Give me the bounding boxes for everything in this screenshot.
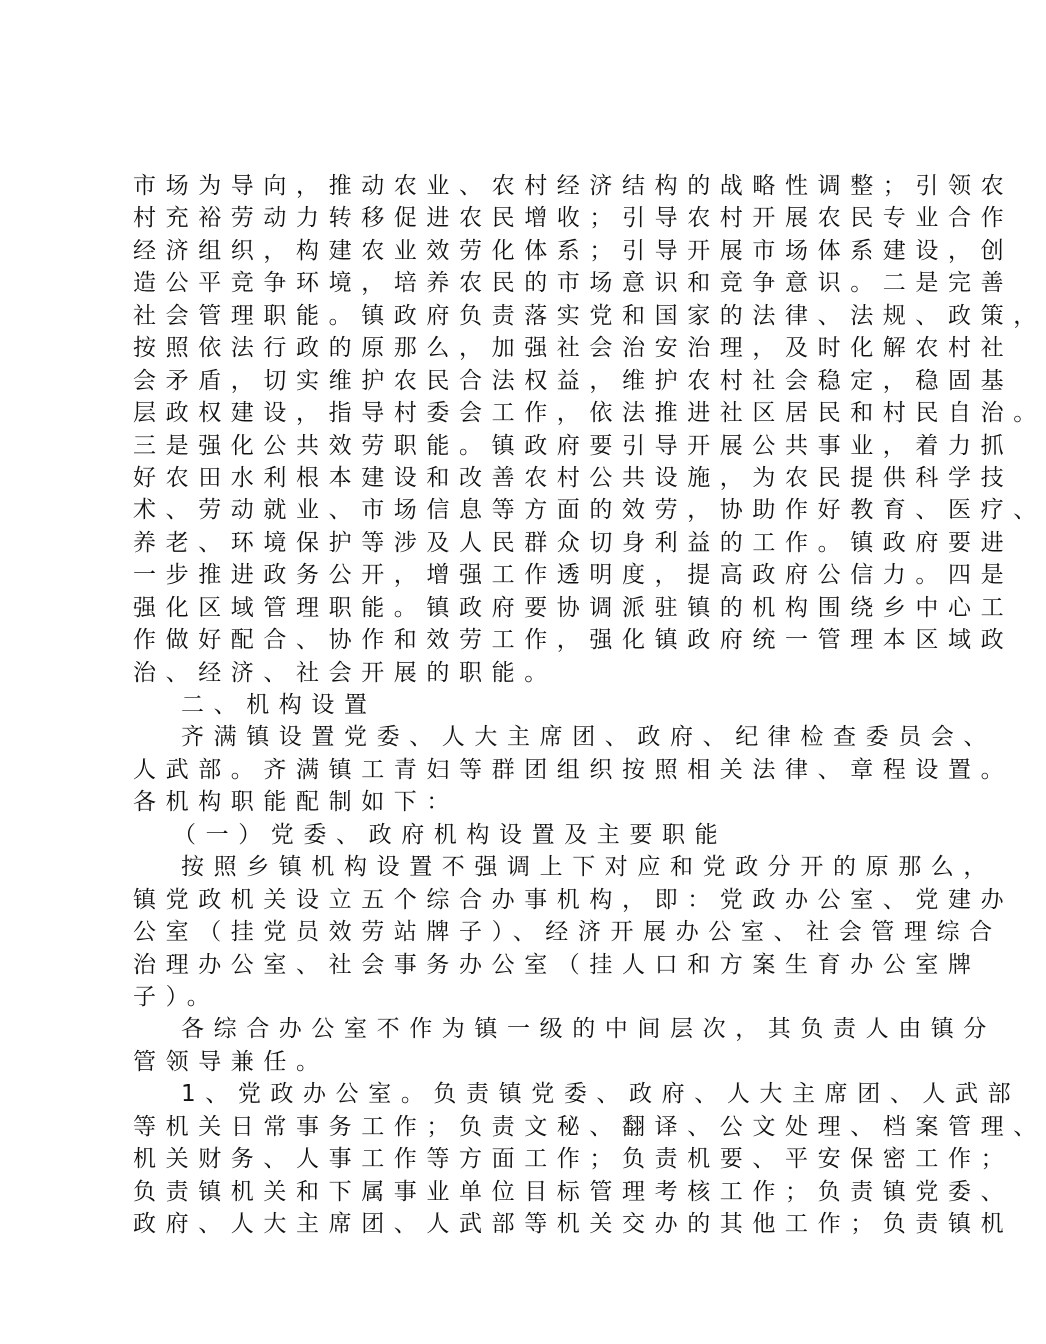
body-text-line: 好农田水利根本建设和改善农村公共设施，为农民提供科学技 <box>133 464 1014 491</box>
body-text-line: 会矛盾，切实维护农民合法权益，维护农村社会稳定，稳固基 <box>133 367 1014 394</box>
body-text-line: 子）。 <box>133 983 220 1010</box>
body-text-line: 三是强化公共效劳职能。镇政府要引导开展公共事业，着力抓 <box>133 432 1014 459</box>
body-text-line: 一步推进政务公开，增强工作透明度，提高政府公信力。四是 <box>133 562 1014 589</box>
body-text-line: 治、经济、社会开展的职能。 <box>133 659 557 686</box>
body-text-line: 作做好配合、协作和效劳工作，强化镇政府统一管理本区域政 <box>133 627 1014 654</box>
body-text-line: 负责镇机关和下属事业单位目标管理考核工作；负责镇党委、 <box>133 1178 1014 1205</box>
body-text-line: 社会管理职能。镇政府负责落实党和国家的法律、法规、政策， <box>133 302 1046 329</box>
body-text-line: 造公平竞争环境，培养农民的市场意识和竞争意识。二是完善 <box>133 270 1014 297</box>
list-item-start-line: 1、党政办公室。负责镇党委、政府、人大主席团、人武部 <box>181 1081 1021 1108</box>
body-text-line: 层政权建设，指导村委会工作，依法推进社区居民和村民自治。 <box>133 400 1046 427</box>
paragraph-start-line: 齐满镇设置党委、人大主席团、政府、纪律检查委员会、 <box>181 724 996 751</box>
body-text-line: 各机构职能配制如下： <box>133 789 459 816</box>
body-text-line: 镇党政机关设立五个综合办事机构，即：党政办公室、党建办 <box>133 886 1014 913</box>
body-text-line: 强化区域管理职能。镇政府要协调派驻镇的机构围绕乡中心工 <box>133 594 1014 621</box>
body-text-line: 治理办公室、社会事务办公室（挂人口和方案生育办公室牌 <box>133 951 981 978</box>
body-text-line: 管领导兼任。 <box>133 1048 329 1075</box>
body-text-line: 按照依法行政的原那么，加强社会治安治理，及时化解农村社 <box>133 335 1014 362</box>
body-text-line: 村充裕劳动力转移促进农民增收；引导农村开展农民专业合作 <box>133 205 1014 232</box>
body-text-line: 等机关日常事务工作；负责文秘、翻译、公文处理、档案管理、 <box>133 1113 1046 1140</box>
body-text-line: 人武部。齐满镇工青妇等群团组织按照相关法律、章程设置。 <box>133 756 1014 783</box>
document-page <box>133 170 1046 1240</box>
body-text-line: 公室（挂党员效劳站牌子）、经济开展办公室、社会管理综合 <box>133 919 1002 946</box>
section-heading: 二、机构设置 <box>181 692 377 718</box>
body-text-line: 术、劳动就业、市场信息等方面的效劳，协助作好教育、医疗、 <box>133 497 1046 524</box>
body-text-line: 养老、环境保护等涉及人民群众切身利益的工作。镇政府要进 <box>133 529 1014 556</box>
paragraph-start-line: 各综合办公室不作为镇一级的中间层次，其负责人由镇分 <box>181 1016 996 1043</box>
paragraph-start-line: 按照乡镇机构设置不强调上下对应和党政分开的原那么， <box>181 854 996 881</box>
body-text-line: 政府、人大主席团、人武部等机关交办的其他工作；负责镇机 <box>133 1211 1014 1237</box>
body-text-line: 经济组织，构建农业效劳化体系；引导开展市场体系建设，创 <box>133 237 1014 264</box>
body-text-line: 机关财务、人事工作等方面工作；负责机要、平安保密工作； <box>133 1146 1014 1173</box>
subsection-heading: （一）党委、政府机构设置及主要职能 <box>173 821 728 848</box>
body-text-line: 市场为导向，推动农业、农村经济结构的战略性调整；引领农 <box>133 173 1014 199</box>
